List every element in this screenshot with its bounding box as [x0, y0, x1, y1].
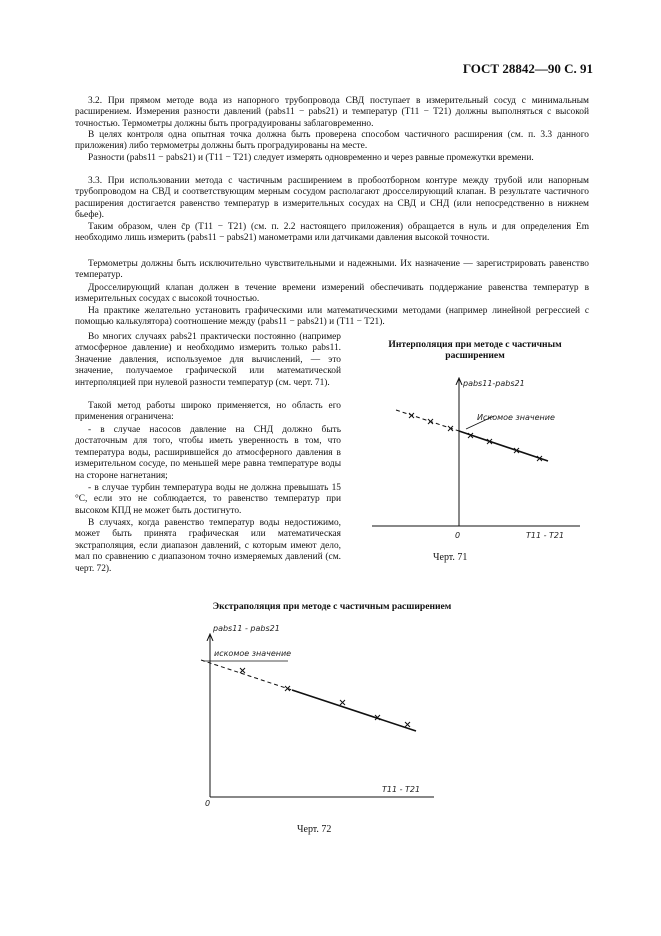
- fig72-point: [285, 686, 290, 691]
- fig72-annotation: искомое значение: [214, 649, 292, 658]
- paragraph-valve: Дросселирующий клапан должен в течение времени измерений обеспечивать поддержание равенства температур в измерительных сосудах с высокой точностью.: [75, 283, 589, 305]
- fig72-x-label: T11 - T21: [382, 785, 421, 794]
- paragraph-practice: На практике желательно установить графическими или математическими методами (например линейной регрессией с помощью калькулятора) соотношение между (pabs11 − pabs21) и (T11 − T21).: [75, 306, 589, 328]
- fig72-caption: Черт. 72: [297, 824, 332, 835]
- fig72-point: [240, 668, 245, 673]
- paragraph-term: Таким образом, член c̄p (T11 − T21) (см. п. 2.2 настоящего приложения) обращается в нуль и для определения Em необходимо лишь измерить (pabs11 − pabs21) манометрами или датчиками давления высокой точности.: [75, 222, 589, 244]
- fig72-origin: 0: [205, 799, 211, 808]
- fig71-point: [409, 413, 414, 418]
- paragraph-3-3: 3.3. При использовании метода с частичным расширением в пробоотборном контуре между трубой или напорным трубопроводом на СВД и соответствующим мерным сосудом располагают дросселирующий клапан. В результате частичного расширения достигается равенство температур в измерительных сосудах на СВД и СНД (или непосредственно в нижнем бьефе).: [75, 176, 589, 221]
- fig72-point: [340, 700, 345, 705]
- fig72-points: [240, 668, 410, 727]
- fig72-point: [405, 722, 410, 727]
- fig71-y-label: pabs11-pabs21: [463, 379, 525, 388]
- fig71-annotation: Искомое значение: [477, 413, 555, 422]
- fig72-y-label: pabs11 - pabs21: [213, 624, 280, 633]
- fig71-x-label: T11 - T21: [526, 531, 565, 540]
- page-header: ГОСТ 28842—90 С. 91: [462, 61, 593, 76]
- paragraph-turbines: - в случае турбин температура воды не должна превышать 15 °С, если это не соблюдается, то равенство температур при высоком КПД не может быть достигнуто.: [75, 483, 341, 516]
- fig72-trend-line: [292, 690, 416, 731]
- fig71-origin: 0: [455, 531, 461, 540]
- fig71-trend-line: [459, 431, 548, 461]
- fig71-caption: Черт. 71: [433, 552, 468, 563]
- paragraph-method: Такой метод работы широко применяется, но область его применения ограничена:: [75, 401, 341, 423]
- paragraph-pumps: - в случае насосов давление на СНД должно быть достаточным для того, чтобы иметь уверенность в том, что температура воды, расширившейся до атмосферного давления в измерительном сосуде, по меньшей мере равна температуре воды на стороне нагнетания;: [75, 425, 341, 481]
- fig71-point: [428, 419, 433, 424]
- fig71-title: Интерполяция при методе с частичным расширением: [388, 339, 562, 361]
- paragraph-control: В целях контроля одна опытная точка должна быть проверена способом частичного расширения (см. п. 3.3 данного приложения) либо термометры должны быть проградуированы на месте.: [75, 130, 589, 152]
- fig72-title: Экстраполяция при методе с частичным расширением: [212, 601, 452, 612]
- fig72-dashed-line: [201, 660, 292, 690]
- paragraph-many-cases: Во многих случаях pabs21 практически постоянно (например атмосферное давление) и необходимо измерить только pabs11. Значение давления, используемое для вычислений, — это значение, получаемое графической или математической интерполяцией при нулевой разности температур (см. черт. 71).: [75, 332, 341, 388]
- paragraph-differences: Разности (pabs11 − pabs21) и (T11 − T21) следует измерять одновременно и через равные промежутки времени.: [88, 153, 534, 163]
- paragraph-thermometers: Термометры должны быть исключительно чувствительными и надежными. Их назначение — зарегистрировать равенство температур.: [75, 259, 589, 281]
- paragraph-extrapolation: В случаях, когда равенство температур воды недостижимо, может быть принята графическая или математическая экстраполяция, если диапазон давлений, с которым имеют дело, мал по сравнению с диапазоном точно измеряемых давлений (см. черт. 72).: [75, 518, 341, 574]
- paragraph-3-2: 3.2. При прямом методе вода из напорного трубопровода СВД поступает в измерительный сосуд с минимальным расширением. Измерения разности давлений (pabs11 − pabs21) и температур (T11 − T21) должны выполняться с высокой точностью. Термометры должны быть проградуированы заблаговременно.: [75, 96, 589, 129]
